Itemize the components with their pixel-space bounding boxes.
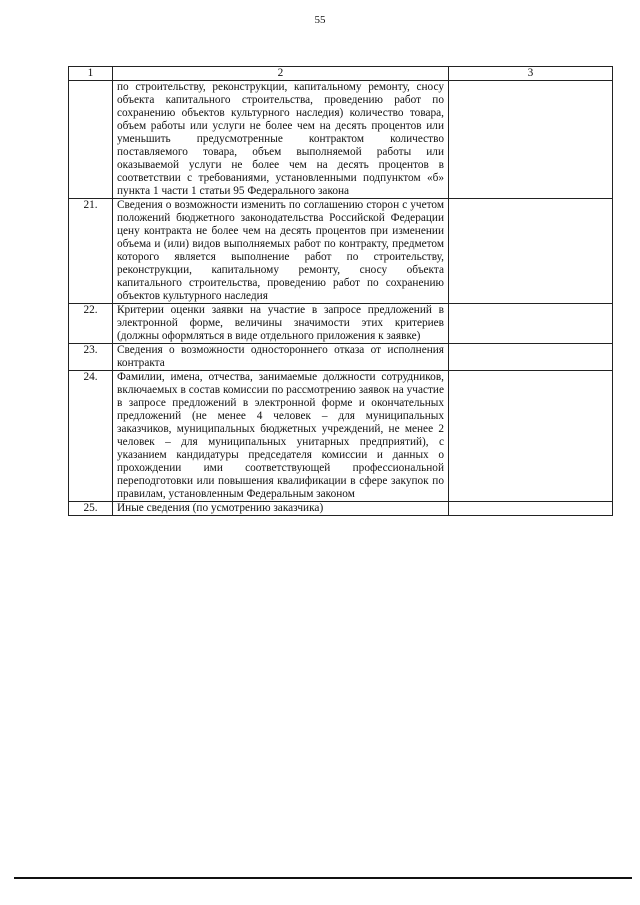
row-description: Фамилии, имена, отчества, занимаемые должности сотрудников, включаемых в состав комиссии по рассмотрению заявок на участие в запросе предложений в электронной форме и окончательных предложений (не менее 4 человек – для муниципальных заказчиков, муниципальных бюджетных учреждений, не менее 2 человек – для муниципальных унитарных предприятий), с указанием кандидатуры председателя комиссии и данных о прохождении ими соответствующей профессиональной переподготовки или повышения квалификации в сфере закупок по правилам, установленным Федеральным законом: [113, 371, 449, 502]
row-number: 21.: [69, 199, 113, 304]
row-value: [449, 502, 613, 516]
row-value: [449, 199, 613, 304]
table-row: [69, 502, 613, 516]
table-header-row: [69, 67, 613, 81]
column-header-3: 3: [449, 67, 613, 81]
bottom-rule: [14, 877, 632, 879]
document-table: [68, 66, 613, 516]
column-header-1: 1: [69, 67, 113, 81]
table-row: [69, 81, 613, 199]
column-header-2: 2: [113, 67, 449, 81]
row-value: [449, 371, 613, 502]
table-row: [69, 304, 613, 344]
row-description: Сведения о возможности изменить по соглашению сторон с учетом положений бюджетного законодательства Российской Федерации цену контракта не более чем на десять процентов при изменении объема и (или) видов выполняемых работ по контракту, предметом которого является выполнение работ по строительству, реконструкции, капитальному ремонту, сносу объекта капитального строительства, проведению работ по сохранению объектов культурного наследия: [113, 199, 449, 304]
table-row: [69, 199, 613, 304]
row-number: 23.: [69, 344, 113, 371]
row-value: [449, 81, 613, 199]
page-number: 55: [314, 14, 326, 26]
row-number: 24.: [69, 371, 113, 502]
table-row: [69, 344, 613, 371]
row-description: Сведения о возможности одностороннего отказа от исполнения контракта: [113, 344, 449, 371]
row-description: Критерии оценки заявки на участие в запросе предложений в электронной форме, величины значимости этих критериев (должны оформляться в виде отдельного приложения к заявке): [113, 304, 449, 344]
row-number: [69, 81, 113, 199]
row-number: 22.: [69, 304, 113, 344]
row-description: Иные сведения (по усмотрению заказчика): [113, 502, 449, 516]
row-value: [449, 304, 613, 344]
table-row: [69, 371, 613, 502]
row-description: по строительству, реконструкции, капитальному ремонту, сносу объекта капитального строительства, проведению работ по сохранению объектов культурного наследия) количество товара, объем работы или услуги не более чем на десять процентов или уменьшить предусмотренные контрактом количество поставляемого товара, объем выполняемой работы или оказываемой услуги не более чем на десять процентов в соответствии с требованиями, установленными подпунктом «б» пункта 1 части 1 статьи 95 Федерального закона: [113, 81, 449, 199]
row-number: 25.: [69, 502, 113, 516]
row-value: [449, 344, 613, 371]
